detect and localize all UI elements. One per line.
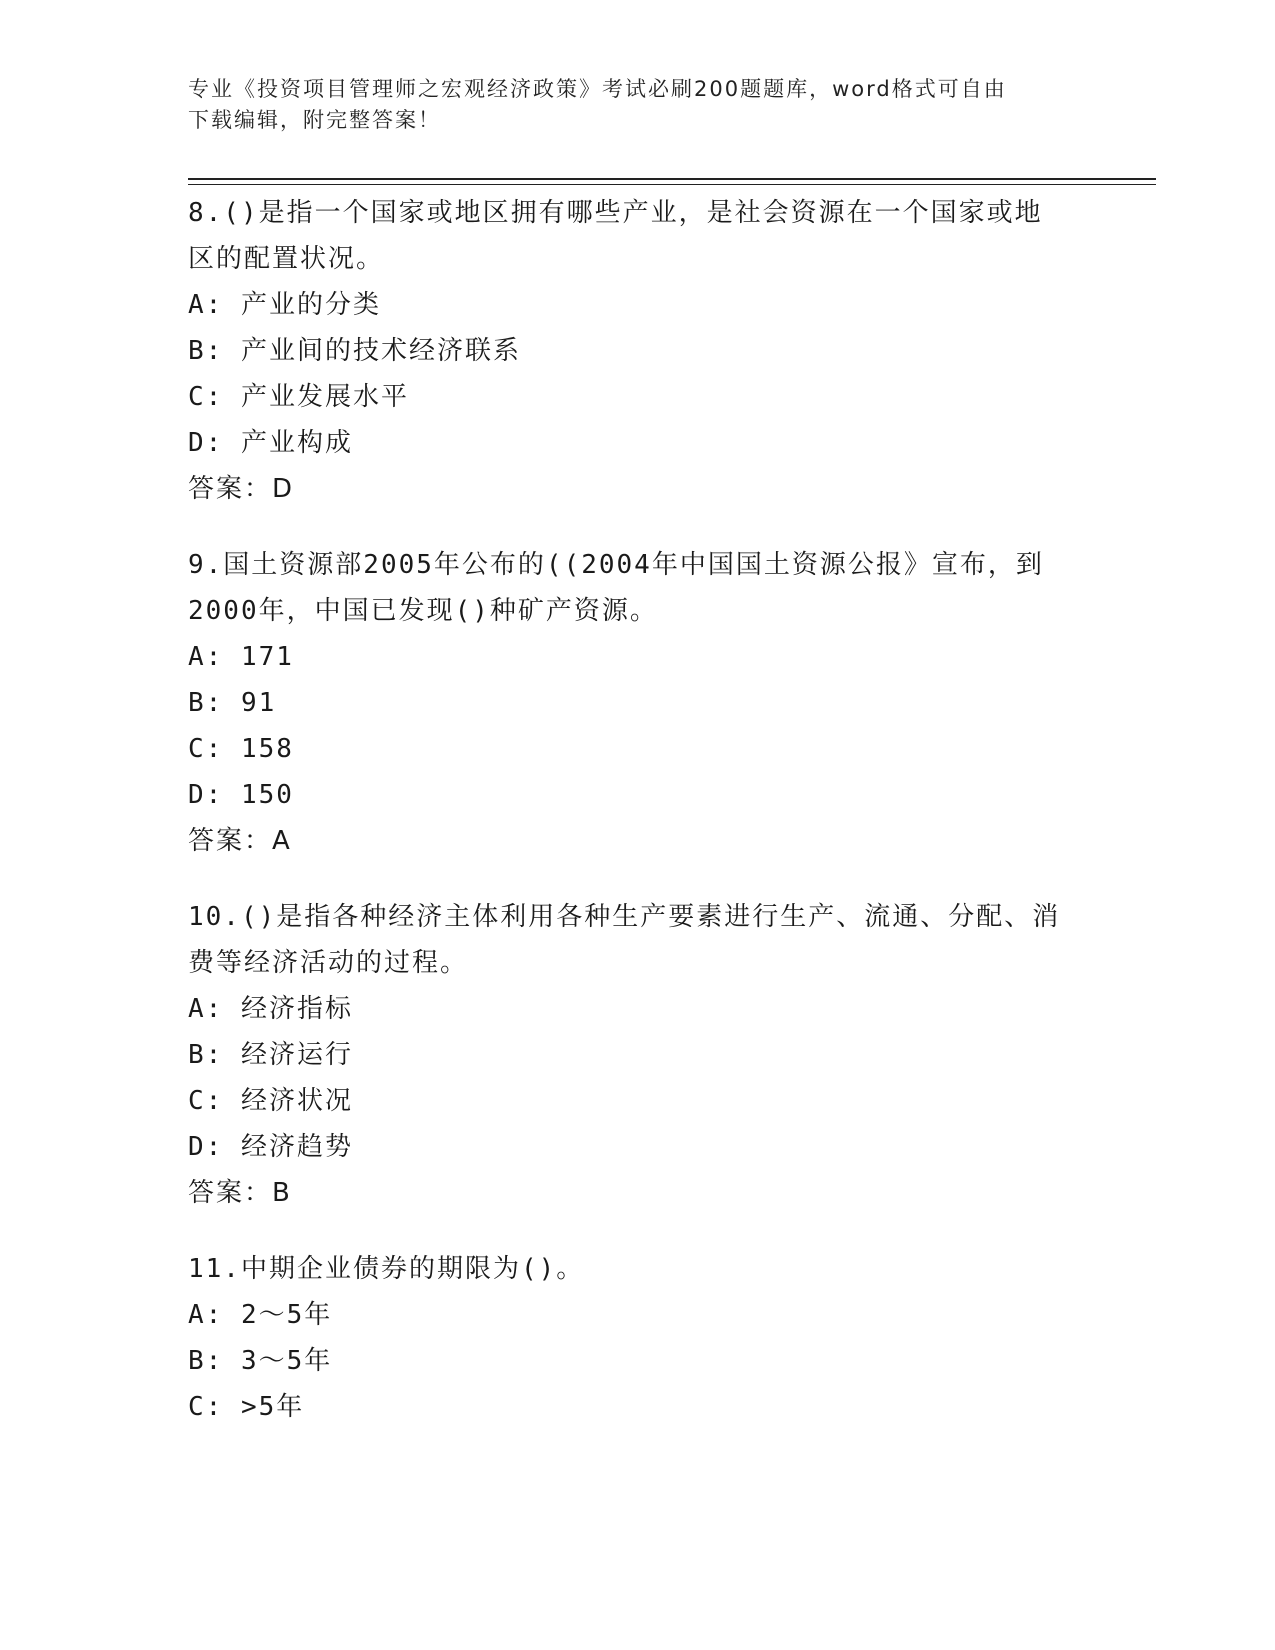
question-text-line: 9.国土资源部2005年公布的((2004年中国国土资源公报》宣布，到 (188, 550, 1044, 580)
option-b: B: 91 (188, 688, 277, 718)
header-rule-thick (188, 178, 1156, 180)
question-text-line: 2000年，中国已发现()种矿产资源。 (188, 596, 658, 626)
option-c: C: 158 (188, 734, 294, 764)
question-text (188, 542, 1088, 634)
option-a: A: 2～5年 (188, 1300, 333, 1330)
option-c: C: >5年 (188, 1392, 305, 1422)
question-text-line: 区的配置状况。 (188, 244, 385, 274)
header-line-2: 下载编辑，附完整答案！ (188, 108, 441, 132)
question-text-line: 8.()是指一个国家或地区拥有哪些产业，是社会资源在一个国家或地 (188, 198, 1043, 228)
header-rule-thin (188, 184, 1156, 185)
answer: 答案：B (188, 1178, 292, 1208)
option-c: C: 经济状况 (188, 1086, 353, 1116)
option-b: B: 3～5年 (188, 1346, 333, 1376)
question-text (188, 894, 1088, 986)
option-a: A: 经济指标 (188, 994, 353, 1024)
option-a: A: 171 (188, 642, 294, 672)
question-8 (188, 190, 1088, 512)
question-text-line: 11.中期企业债券的期限为()。 (188, 1254, 585, 1284)
question-10 (188, 894, 1088, 1216)
question-9 (188, 542, 1088, 864)
question-text-line: 10.()是指各种经济主体利用各种生产要素进行生产、流通、分配、消 (188, 902, 1061, 932)
answer: 答案：D (188, 474, 295, 504)
answer: 答案：A (188, 826, 292, 856)
option-d: D: 产业构成 (188, 428, 353, 458)
option-c: C: 产业发展水平 (188, 382, 409, 412)
question-text (188, 190, 1088, 282)
document-header (188, 74, 1068, 136)
option-b: B: 产业间的技术经济联系 (188, 336, 521, 366)
option-b: B: 经济运行 (188, 1040, 353, 1070)
option-d: D: 经济趋势 (188, 1132, 353, 1162)
question-11 (188, 1246, 1088, 1430)
question-text-line: 费等经济活动的过程。 (188, 948, 469, 978)
question-list (188, 190, 1088, 1460)
header-line-1: 专业《投资项目管理师之宏观经济政策》考试必刷200题题库，word格式可自由 (188, 77, 1007, 101)
option-a: A: 产业的分类 (188, 290, 381, 320)
question-text (188, 1246, 1088, 1292)
option-d: D: 150 (188, 780, 294, 810)
